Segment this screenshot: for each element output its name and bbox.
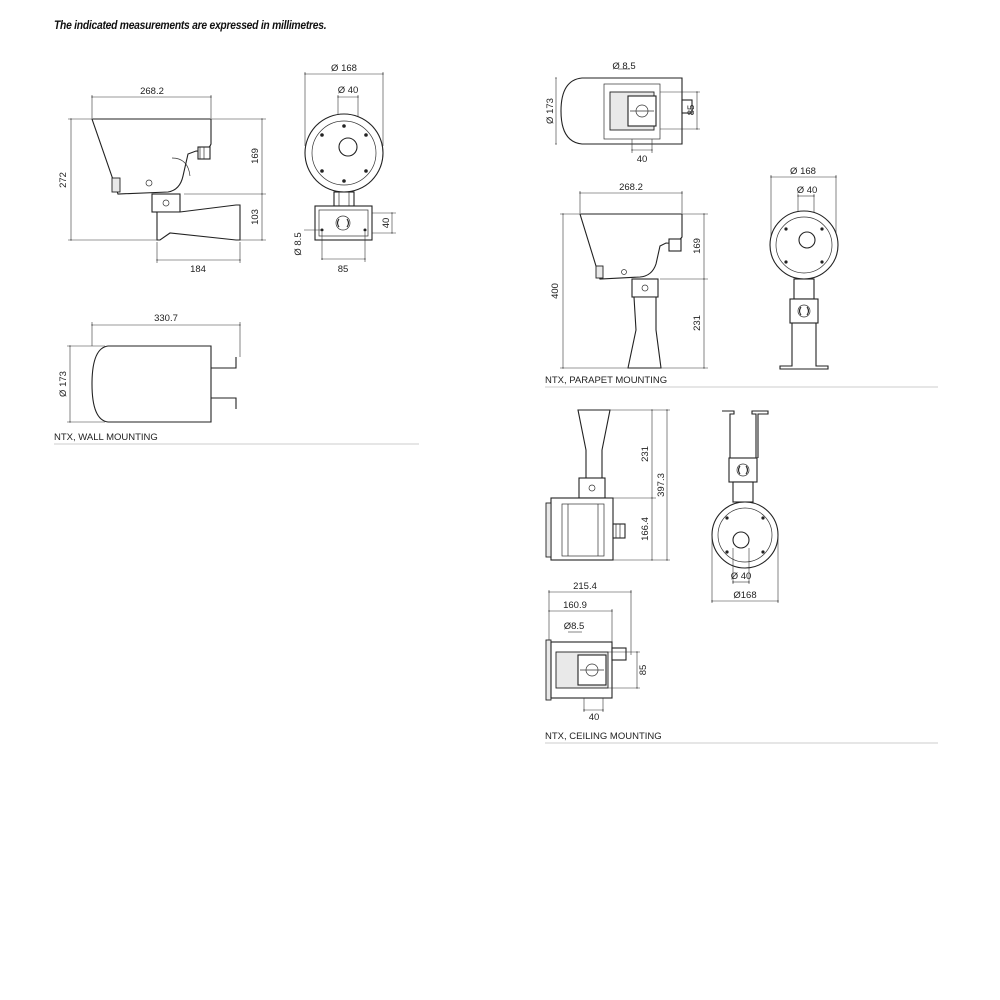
ceiling-top-inner-label: 160.9 <box>563 600 587 611</box>
wall-side-bracket-label: 184 <box>190 264 206 275</box>
wall-caption: NTX, WALL MOUNTING <box>54 432 158 443</box>
parapet-top-diameter-label: Ø 173 <box>545 98 556 124</box>
wall-top-diameter-label: Ø 173 <box>58 371 69 397</box>
parapet-front-diameter-label: Ø 168 <box>790 166 816 177</box>
parapet-top-height-label: 85 <box>686 104 697 116</box>
wall-side-view <box>58 86 266 275</box>
wall-front-diameter-label: Ø 168 <box>331 63 357 74</box>
ceiling-caption: NTX, CEILING MOUNTING <box>545 731 662 742</box>
wall-front-plate-height-label: 40 <box>381 217 392 229</box>
parapet-caption: NTX, PARAPET MOUNTING <box>545 375 668 386</box>
wall-top-length-label: 330.7 <box>154 313 178 324</box>
parapet-side-upper-label: 169 <box>692 238 703 254</box>
ceiling-top-hole-label: Ø8.5 <box>563 621 585 632</box>
wall-front-window-label: Ø 40 <box>337 85 359 96</box>
ceiling-top-length-label: 215.4 <box>573 581 597 592</box>
parapet-top-width-label: 40 <box>636 154 648 165</box>
parapet-side-height-label: 400 <box>550 283 561 299</box>
ceiling-top-width-label: 40 <box>588 712 600 723</box>
ceiling-side-upper-label: 231 <box>640 446 651 462</box>
parapet-side-view <box>550 182 708 368</box>
parapet-front-window-label: Ø 40 <box>796 185 818 196</box>
ceiling-top-view <box>546 581 649 723</box>
measurement-note: The indicated measurements are expressed in millimetres. <box>54 18 327 32</box>
wall-side-lower-label: 103 <box>250 209 261 225</box>
wall-front-hole-label: Ø 8.5 <box>293 232 304 256</box>
ceiling-front-window-label: Ø 40 <box>730 571 752 582</box>
wall-top-view <box>58 313 240 422</box>
parapet-front-view <box>770 166 838 369</box>
ceiling-front-diameter-label: Ø168 <box>733 590 757 601</box>
parapet-top-hole-label: Ø 8.5 <box>612 61 636 72</box>
wall-side-height-label: 272 <box>58 172 69 188</box>
wall-side-upper-label: 169 <box>250 148 261 164</box>
ceiling-side-view <box>546 410 670 560</box>
parapet-side-width-label: 268.2 <box>619 182 643 193</box>
parapet-side-lower-label: 231 <box>692 315 703 331</box>
wall-side-width-label: 268.2 <box>140 86 164 97</box>
ceiling-top-height-label: 85 <box>638 664 649 676</box>
wall-front-view <box>293 63 396 275</box>
ceiling-side-height-label: 397.3 <box>656 473 667 497</box>
parapet-top-view <box>545 61 700 165</box>
ceiling-side-lower-label: 166.4 <box>640 517 651 541</box>
ceiling-front-view <box>712 411 778 603</box>
wall-front-plate-width-label: 85 <box>337 264 349 275</box>
